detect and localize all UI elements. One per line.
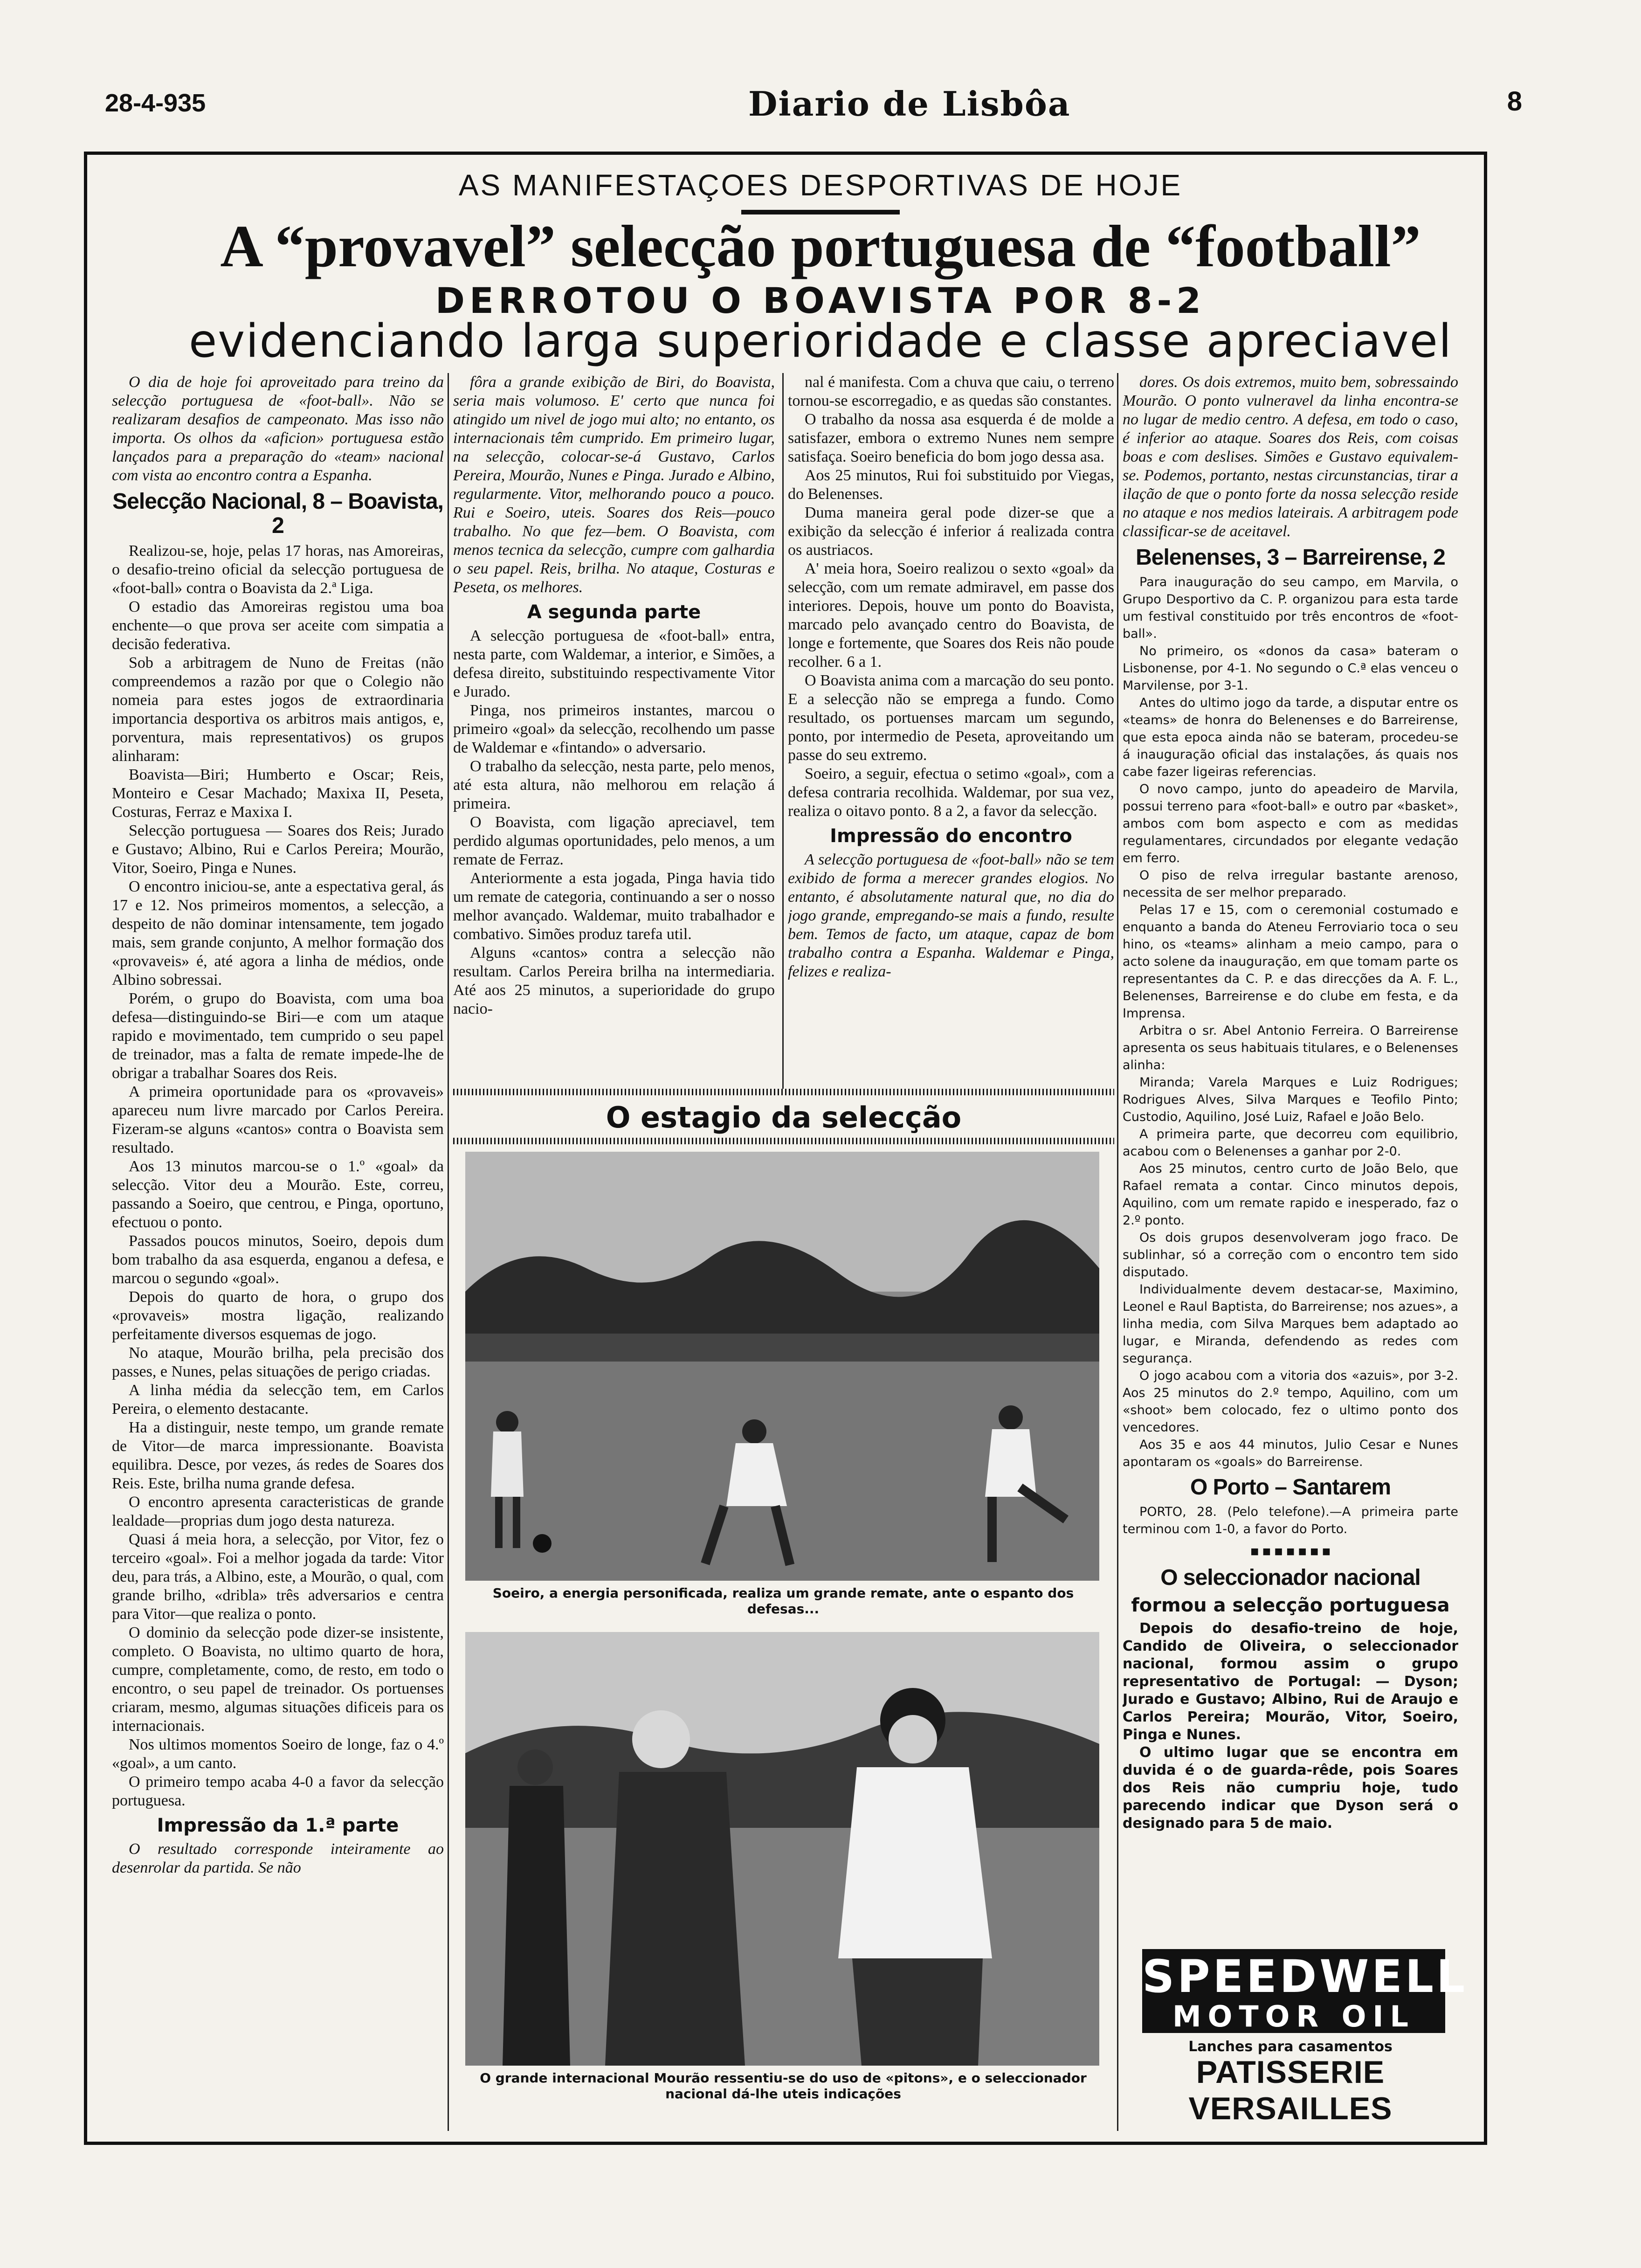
issue-date: 28-4-935: [105, 89, 206, 117]
patisserie-name: PATISSERIE VERSAILLES: [1188, 2054, 1393, 2126]
paragraph: O encontro apresenta caracteristicas de grande lealdade—proprias dum jogo desta natureza.: [112, 1494, 444, 1529]
column-4: [1123, 373, 1468, 2131]
subsection-heading: Impressão da 1.ª parte: [157, 1815, 399, 1836]
paragraph: No ataque, Mourão brilha, pela precisão dos passes, e Nunes, pelas situações de perigo criadas.: [112, 1344, 444, 1380]
paragraph: Antes do ultimo jogo da tarde, a disputar entre os «teams» de honra do Belenenses e do Barreirense, que esta epoca ainda não se bateram, procedeu-se á inauguração oficial das instalações, ás quais nos cabe fazer ligeiras referencias.: [1123, 696, 1458, 779]
paragraph: PORTO, 28. (Pelo telefone).—A primeira parte terminou com 1-0, a favor do Porto.: [1123, 1505, 1458, 1536]
masthead: [105, 84, 1522, 135]
match-heading: Belenenses, 3 – Barreirense, 2: [1136, 545, 1445, 570]
main-headline: A “provavel” selecção portuguesa de “football”: [220, 213, 1421, 279]
paragraph: Depois do quarto de hora, o grupo dos «provaveis» mostra ligação, realizando perfeitamente diversos esquemas de jogo.: [112, 1288, 444, 1343]
newspaper-title: Diario de Lisbôa: [748, 84, 1071, 124]
paragraph: O resultado corresponde inteiramente ao desenrolar da partida. Se não: [112, 1840, 444, 1876]
match-photo: [465, 1152, 1099, 1581]
paragraph: Boavista—Biri; Humberto e Oscar; Reis, Monteiro e Cesar Machado; Maxixa II, Peseta, Costuras, Ferraz e Maxixa I.: [112, 766, 444, 821]
paragraph: Porém, o grupo do Boavista, com uma boa defesa—distinguindo-se Biri—e com um ataque rapido e movimentado, tem cumprido o seu papel de treinador, mas a falta de remate impede-lhe de obrigar a trabalhar Soares dos Reis.: [112, 990, 444, 1082]
paragraph: No primeiro, os «donos da casa» bateram o Lisbonense, por 4-1. No segundo o C.ª elas venceu o Marvilense, por 3-1.: [1123, 644, 1458, 693]
subheadline: DERROTOU O BOAVISTA POR 8-2: [435, 280, 1206, 321]
paragraph: Os dois grupos desenvolveram jogo fraco. De sublinhar, só a correção com o encontro tem sido disputado.: [1123, 1231, 1458, 1279]
coach-photo: [465, 1632, 1099, 2066]
paragraph: O primeiro tempo acaba 4-0 a favor da selecção portuguesa.: [112, 1773, 444, 1809]
paragraph: Soeiro, a seguir, efectua o setimo «goal», com a defesa contraria recolhida. Waldemar, por sua vez, realiza o oitavo ponto. 8 a 2, a favor da selecção.: [788, 765, 1114, 820]
paragraph: A' meia hora, Soeiro realizou o sexto «goal» da selecção, com um remate admiravel, em passe dos interiores. Depois, houve um ponto do Boavista, marcado pelo avançado centro do Boavista, de longe e fortemente, que Soares dos Reis não poude recolher. 6 a 1.: [788, 560, 1114, 671]
paragraph: O trabalho da nossa asa esquerda é de molde a satisfazer, embora o extremo Nunes nem sempre satisfaça. Soeiro beneficia do bom jogo dessa asa.: [788, 411, 1114, 465]
match-photo-image: [465, 1152, 1099, 1581]
paragraph: O dominio da selecção pode dizer-se insistente, completo. O Boavista, no ultimo quarto de hora, cumpre, completamente, como, de resto, em todo o encontro, o seu papel de treinador. Os portuenses criaram, mesmo, algumas situações dificeis para os internacionais.: [112, 1624, 444, 1735]
paragraph: Aos 25 minutos, Rui foi substituido por Viegas, do Belenenses.: [788, 467, 1114, 503]
paragraph: Aos 25 minutos, centro curto de João Belo, que Rafael remata a contar. Cinco minutos depois, Aquilino, com um remate rapido e inesperado, faz o 2.º ponto.: [1123, 1162, 1458, 1228]
paragraph: Sob a arbitragem de Nuno de Freitas (não compreendemos a razão por que o Colegio não nomeia para estes jogos de extraordinaria importancia desportiva os arbitros mais antigos, e, porventura, mais representativos) os grupos alinharam:: [112, 654, 444, 765]
coach-photo-image: [465, 1632, 1099, 2066]
paragraph: Arbitra o sr. Abel Antonio Ferreira. O Barreirense apresenta os seus habituais titulares, e o Belenenses alinha:: [1123, 1023, 1458, 1072]
speedwell-product: MOTOR OIL: [1172, 1999, 1415, 2033]
decorative-stripe: [453, 1138, 1114, 1144]
lead-paragraph: O dia de hoje foi aproveitado para treino da selecção portuguesa de «foot-ball». Não se realizaram desafios de campeonato. Mas isso não importa. Os olhos da «aficion» portuguesa estão lançados para a preparação do «team» nacional com vista ao encontro contra a Espanha.: [112, 373, 444, 484]
column-rule: [448, 373, 449, 2131]
paragraph: Selecção portuguesa — Soares dos Reis; Jurado e Gustavo; Albino, Rui e Carlos Pereira; Mourão, Vitor, Soeiro, Pinga e Nunes.: [112, 822, 444, 877]
paragraph: Anteriormente a esta jogada, Pinga havia tido um remate de categoria, continuando a ser o nosso melhor avançado. Waldemar, muito trabalhador e combativo. Simões produz tarefa util.: [453, 870, 775, 943]
paragraph: Quasi á meia hora, a selecção, por Vitor, fez o terceiro «goal». Foi a melhor jogada da tarde: Vitor deu, para trás, a Albino, este, a Mourão, o qual, com grande brilho, «dribla» três adversarios e centra para Vitor—que realiza o ponto.: [112, 1531, 444, 1623]
paragraph: Nos ultimos momentos Soeiro de longe, faz o 4.º «goal», a um canto.: [112, 1736, 444, 1772]
paragraph: A primeira parte, que decorreu com equilibrio, acabou com o Belenenses a ganhar por 2-0.: [1123, 1127, 1458, 1159]
deck-headline: evidenciando larga superioridade e classe apreciavel: [188, 315, 1453, 368]
paragraph: A linha média da selecção tem, em Carlos Pereira, o elemento destacante.: [112, 1382, 444, 1418]
paragraph: Realizou-se, hoje, pelas 17 horas, nas Amoreiras, o desafio-treino oficial da selecção portuguesa de «foot-ball» contra o Boavista da 2.ª Liga.: [112, 542, 444, 597]
paragraph: nal é manifesta. Com a chuva que caiu, o terreno tornou-se escorregadio, e as quedas são constantes.: [788, 373, 1114, 409]
paragraph: O Boavista, com ligação apreciavel, tem perdido algumas oportunidades, pelo menos, a um remate de Ferraz.: [453, 814, 775, 868]
paragraph: O estadio das Amoreiras registou uma boa enchente—o que prova ser aceite com simpatia a decisão federativa.: [112, 598, 444, 653]
speedwell-brand: SPEEDWELL: [1142, 1950, 1468, 2003]
selector-heading: O seleccionador nacional: [1160, 1565, 1420, 1590]
paragraph: Aos 13 minutos marcou-se o 1.º «goal» da selecção. Vitor deu a Mourão. Este, correu, passando a Soeiro, que centrou, e Pinga, oportuno, efectuou o ponto.: [112, 1158, 444, 1231]
photo-caption: O grande internacional Mourão ressentiu-se do uso de «pitons», e o seleccionador nacional dá-lhe uteis indicações: [480, 2070, 1087, 2102]
paragraph: O ultimo lugar que se encontra em duvida é o de guarda-rêde, pois Soares dos Reis não cumpriu hoje, tudo parecendo indicar que Dyson será o designado para 5 de maio.: [1123, 1744, 1458, 1832]
column-3: [788, 373, 1114, 1086]
paragraph: Para inauguração do seu campo, em Marvila, o Grupo Desportivo da C. P. organizou para esta tarde um festival constituido por três encontros de «foot-ball».: [1123, 575, 1458, 641]
column-rule: [782, 373, 784, 1091]
paragraph: O encontro iniciou-se, ante a espectativa geral, ás 17 e 12. Nos primeiros momentos, a selecção, a despeito de não dominar intensamente, tem jogado mais, sem grande conjunto, A melhor formação dos «provaveis» é, até agora a linha de médios, onde Albino sobressai.: [112, 878, 444, 989]
paragraph: A primeira oportunidade para os «provaveis» apareceu num livre marcado por Carlos Pereira. Fizeram-se alguns «cantos» contra o Boavista sem resultado.: [112, 1083, 444, 1156]
page-number: 8: [1507, 86, 1522, 117]
subsection-heading: Impressão do encontro: [830, 825, 1072, 847]
column-rule: [1117, 373, 1118, 2131]
paragraph: Aos 35 e aos 44 minutos, Julio Cesar e Nunes apontaram os «goals» do Barreirense.: [1123, 1438, 1458, 1469]
section-heading: AS MANIFESTAÇOES DESPORTIVAS DE HOJE: [458, 168, 1183, 202]
paragraph: O piso de relva irregular bastante arenoso, necessita de ser melhor preparado.: [1123, 868, 1458, 900]
photo-section-title: O estagio da selecção: [606, 1100, 962, 1134]
paragraph: Pinga, nos primeiros instantes, marcou o primeiro «goal» da selecção, recolhendo um passe de Waldemar e «fintando» o adversario.: [453, 702, 775, 756]
paragraph: Pelas 17 e 15, com o ceremonial costumado e enquanto a banda do Ateneu Ferroviario toca o seu hino, os «teams» alinham a meio campo, para o acto solene da inauguração, em que tomam parte os representantes da C. P. e das direcções da A. F. L., Belenenses, Barreirense e do clube em festa, e da Imprensa.: [1123, 903, 1458, 1021]
paragraph: Miranda; Varela Marques e Luiz Rodrigues; Rodrigues Alves, Silva Marques e Teofilo Pinto; Custodio, Aquilino, José Luiz, Rafael e João Belo.: [1123, 1075, 1458, 1124]
paragraph: Depois do desafio-treino de hoje, Candido de Oliveira, o seleccionador nacional, formou assim o grupo representativo de Portugal: — Dyson; Jurado e Gustavo; Albino, Rui de Araujo e Carlos Pereira; Mourão, Vitor, Soeiro, Pinga e Nunes.: [1123, 1620, 1458, 1743]
column-2: [453, 373, 775, 1086]
paragraph: Alguns «cantos» contra a selecção não resultam. Carlos Pereira brilha na intermediaria. Até aos 25 minutos, a superioridade do grupo nacio-: [453, 944, 775, 1017]
paragraph: O Boavista anima com a marcação do seu ponto. E a selecção não se emprega a fundo. Como resultado, os portuenses marcam um segundo, ponto, por intermedio de Peseta, aproveitando um passe do seu extremo.: [788, 672, 1114, 764]
paragraph: Duma maneira geral pode dizer-se que a exibição da selecção é inferior á realizada contra os austriacos.: [788, 504, 1114, 559]
photo-caption: Soeiro, a energia personificada, realiza um grande remate, ante o espanto dos defesas...: [492, 1585, 1074, 1617]
paragraph: O trabalho da selecção, nesta parte, pelo menos, até esta altura, não melhorou em relação á primeira.: [453, 758, 775, 812]
patisserie-tagline: Lanches para casamentos: [1188, 2039, 1393, 2055]
paragraph: A selecção portuguesa de «foot-ball» entra, nesta parte, com Waldemar, a interior, e Simões, a defesa direito, substituindo respectivamente Vitor e Jurado.: [453, 627, 775, 700]
selector-subheading: formou a selecção portuguesa: [1131, 1595, 1450, 1616]
ornament-divider: ■ ■ ■ ■ ■ ■ ■: [1250, 1544, 1331, 1559]
paragraph: O novo campo, junto do apeadeiro de Marvila, possui terreno para «foot-ball» e outro par «basket», ambos com bom aspecto e com as medidas regulamentares, circundados por elegante vedação em ferro.: [1123, 782, 1458, 865]
decorative-stripe: [453, 1089, 1114, 1095]
paragraph: Passados poucos minutos, Soeiro, depois dum bom trabalho da asa esquerda, enganou a defesa, e marcou o segundo «goal».: [112, 1232, 444, 1287]
paragraph: Ha a distinguir, neste tempo, um grande remate de Vitor—de marca impressionante. Boavista equilibra. Desce, por vezes, ás redes de Soares dos Reis. Este, brilha numa grande defesa.: [112, 1419, 444, 1492]
column-1: [112, 373, 444, 2131]
paragraph: Individualmente devem destacar-se, Maximino, Leonel e Raul Baptista, do Barreirense; nos azues», a linha media, com Silva Marques bem adaptado ao lugar, e Miranda, defendendo as redes com segurança.: [1123, 1282, 1458, 1366]
paragraph: dores. Os dois extremos, muito bem, sobressaindo Mourão. O ponto vulneravel da linha encontra-se no lugar de medio centro. A defesa, em todo o caso, é inferior ao ataque. Soares dos Reis, com coisas boas e com deslises. Simões e Gustavo equivalem-se. Podemos, portanto, nestas circunstancias, tirar a ilação de que o ponto forte da nossa selecção reside no ataque e nos medios lateirais. A arbitragem pode classificar-se de aceitavel.: [1123, 373, 1458, 540]
match-heading: Selecção Nacional, 8 – Boavista, 2: [112, 489, 443, 538]
match-heading: O Porto – Santarem: [1190, 1475, 1391, 1500]
speedwell-ad: [1142, 1949, 1468, 2033]
paragraph: O jogo acabou com a vitoria dos «azuis», por 3-2. Aos 25 minutos do 2.º tempo, Aquilino, com um «shoot» bem colocado, fez o ultimo ponto dos vencedores.: [1123, 1369, 1458, 1435]
subsection-heading: A segunda parte: [527, 602, 701, 623]
paragraph: A selecção portuguesa de «foot-ball» não se tem exibido de forma a merecer grandes elogios. No entanto, é absolutamente natural que, no dia do jogo grande, empregando-se mais a fundo, resulte bem. Temos de facto, um ataque, capaz de bom trabalho contra a Espanha. Waldemar e Pinga, felizes e realiza-: [788, 851, 1114, 980]
paragraph: fôra a grande exibição de Biri, do Boavista, seria mais volumoso. E' certo que nunca foi atingido um nivel de jogo mui alto; no entanto, os internacionais têm cumprido. Em primeiro lugar, na selecção, colocar-se-á Gustavo, Carlos Pereira, Mourão, Nunes e Pinga. Jurado e Albino, regularmente. Vitor, melhorando pouco a pouco. Rui e Soeiro, uteis. Soares dos Reis—pouco trabalho. No que fez—bem. O Boavista, com menos tecnica da selecção, cumpre com galhardia o seu papel. Reis, brilha. No ataque, Costuras e Peseta, os melhores.: [453, 373, 775, 596]
